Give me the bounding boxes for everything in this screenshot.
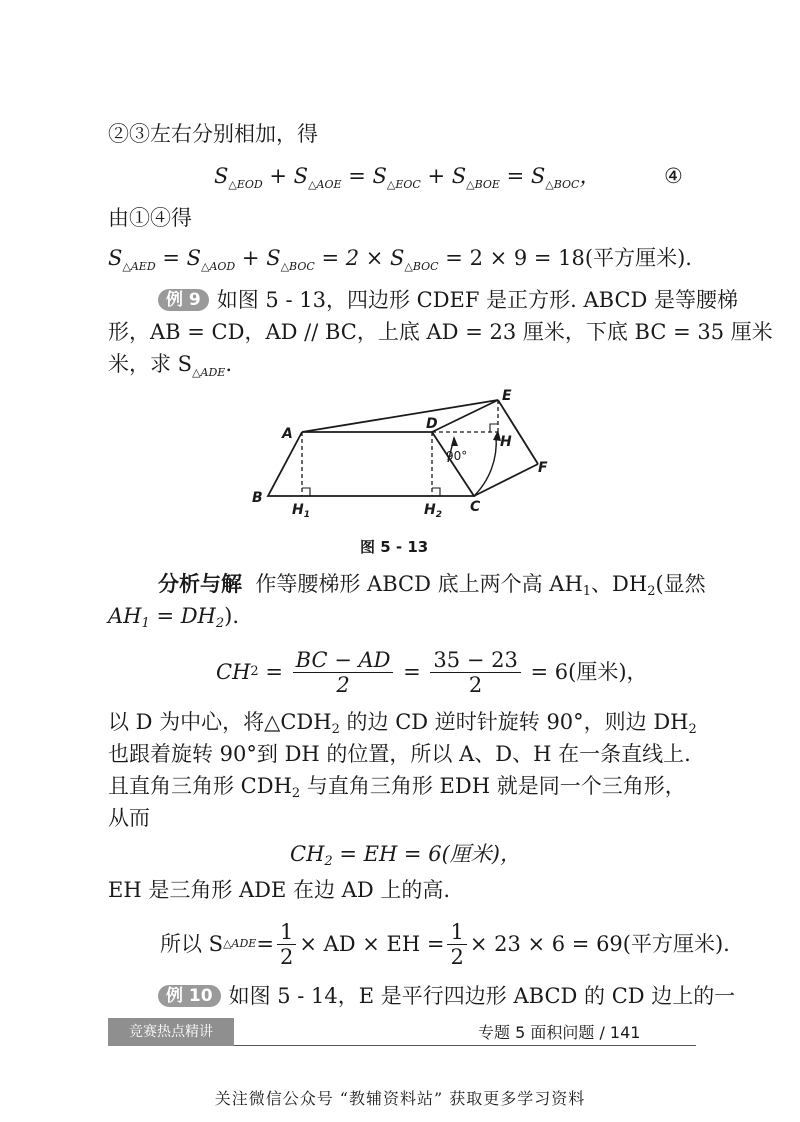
segment-ae [302,400,498,432]
watermark: 关注微信公众号 “教辅资料站” 获取更多学习资料 [214,1089,586,1108]
label-C: C [470,499,481,515]
fraction: $\frac{1}{2}$ [277,920,296,969]
equation-2: $S_{\triangle AED} = S_{\triangle AOD} + S_{\triangle BOC} = 2 \times S_{\triangle BOC} = 2 \times 9 = 18$(平方厘米). [108,246,692,273]
footer-section-tag: 竞赛热点精讲 [108,1018,234,1046]
label-D: D [426,416,438,432]
equation-tag: ④ [664,164,683,188]
example-badge: 例 10 [158,985,221,1007]
label-H2: $H_2$ [424,502,442,520]
geometry-figure [248,384,568,524]
text-line: 由①④得 [108,206,192,230]
equation-3: CH 2 = $\frac{BC - AD}{2}$ = $\frac{35 - 23}{2}$ = 6(厘米)， [216,647,648,697]
analysis-line2: AH1 = DH2). [108,604,240,631]
label-F: F [538,460,548,476]
label-angle: 90° [446,449,468,463]
para-line2: 也跟着旋转 90°到 DH 的位置，所以 A、D、H 在一条直线上. [108,742,691,766]
text-line: ②③左右分别相加，得 [108,122,318,146]
trapezoid-edges [268,432,474,496]
label-H1: $H_1$ [292,502,310,520]
fraction: $\frac{1}{2}$ [447,920,466,969]
label-H: H [500,434,512,450]
analysis-line1: 分析与解 作等腰梯形 ABCD 底上两个高 AH1、DH2(显然 [158,572,706,599]
figure-caption: 图 5 - 13 [360,538,429,556]
equation-1: $S_{\triangle EOD} + S_{\triangle AOE} = S_{\triangle EOC} + S_{\triangle BOE} = S_{\triangle BOC}$， [214,164,601,191]
segment-ef [498,400,538,464]
segment-fc [474,464,538,496]
equation-4: CH2 = EH = 6(厘米)， [290,842,521,869]
example-9-line3: 米，求 $S_{\triangle ADE}$. [108,352,233,379]
example-9-line2: 形，AB = CD，AD // BC，上底 AD = 23 厘米，下底 BC = 35 厘米 [108,320,773,344]
text-line: EH 是三角形 ADE 在边 AD 上的高. [108,878,451,902]
footer-page-info: 专题 5 面积问题 / 141 [478,1023,641,1042]
example-badge: 例 9 [158,289,209,311]
analysis-heading: 分析与解 [158,572,242,596]
fraction: $\frac{BC - AD}{2}$ [293,648,394,697]
para-line3: 且直角三角形 CDH2 与直角三角形 EDH 就是同一个三角形， [108,774,686,801]
footer-rule [234,1045,696,1046]
fraction: $\frac{35 - 23}{2}$ [430,648,520,697]
example-9-line1: 例 9 如图 5 - 13，四边形 CDEF 是正方形. ABCD 是等腰梯 [158,286,738,314]
label-B: B [252,490,263,506]
equation-5: 所以 S △ADE = $\frac{1}{2}$ × AD × EH = $\frac{1}{2}$ × 23 × 6 = 69(平方厘米). [160,919,730,969]
para-line4: 从而 [108,806,150,830]
example-10-line: 例 10 如图 5 - 14，E 是平行四边形 ABCD 的 CD 边上的一 [158,982,735,1010]
para-line1: 以 D 为中心，将△CDH2 的边 CD 逆时针旋转 90°，则边 DH2 [108,710,697,737]
label-E: E [502,388,512,404]
label-A: A [282,426,293,442]
